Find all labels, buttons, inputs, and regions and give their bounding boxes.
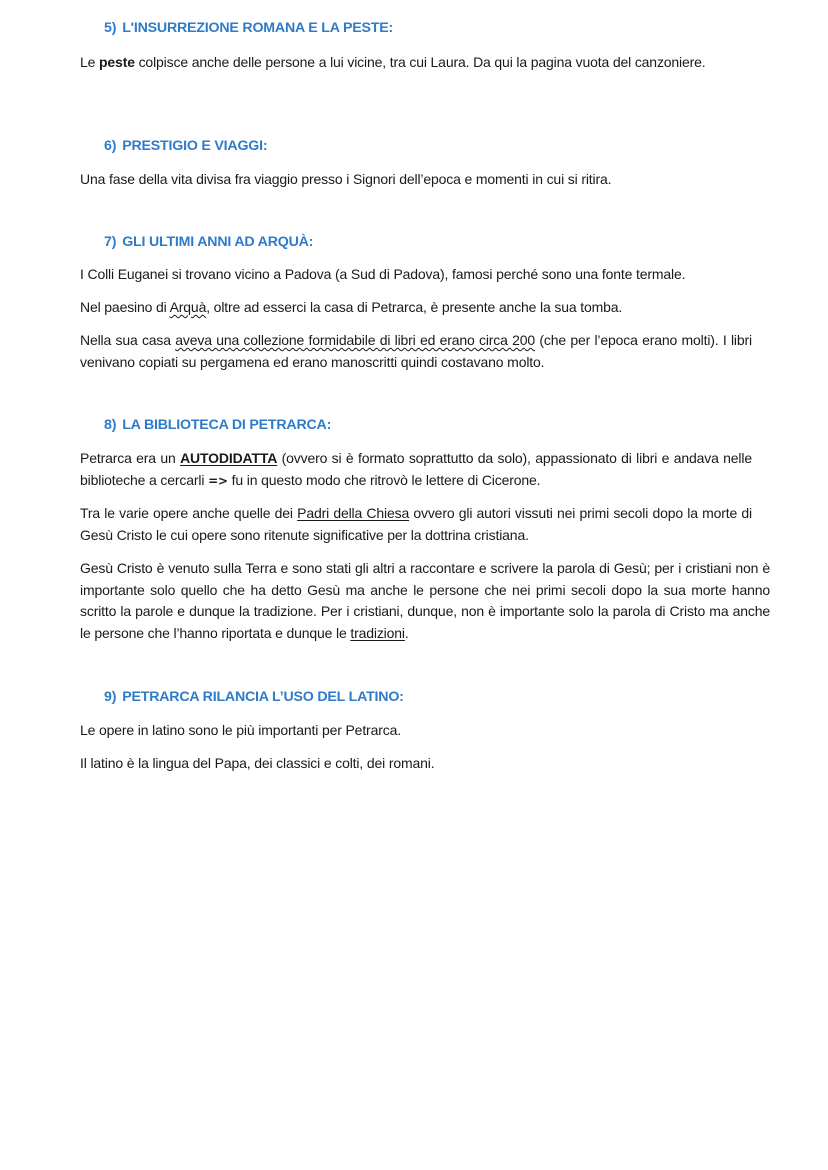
section-7-number: 7) — [104, 234, 117, 250]
section-7-paragraph-2 — [80, 297, 752, 319]
section-7-paragraph-3 — [80, 330, 752, 373]
section-6-heading — [104, 138, 267, 154]
section-7-title: GLI ULTIMI ANNI AD ARQUÀ: — [122, 234, 314, 250]
section-8-paragraph-1 — [80, 448, 752, 492]
text-run: Nella sua casa — [80, 332, 176, 348]
bold-term-peste: peste — [99, 54, 135, 70]
section-8-heading — [104, 417, 331, 433]
section-7-heading — [104, 234, 313, 250]
section-5-paragraph-1 — [80, 52, 752, 74]
text-run: Petrarca era un — [80, 450, 181, 466]
grammar-flagged-phrase: aveva una collezione formidabile di libri ed erano circa 200 — [175, 332, 536, 348]
text-run: Gesù Cristo è venuto sulla Terra e sono stati gli altri a raccontare e scrivere la parola di Gesù; per i cristiani non è importante solo quello che ha detto Gesù ma anche le persone che nei primi secoli dopo la sua morte hanno scritto la parole e dunque la tradizione. Per i cristiani, dunque, non è importante solo la parola di Cristo ma anche le persone che l’hanno riportata e dunque le — [80, 560, 770, 641]
bold-term-autodidatta: AUTODIDATTA — [180, 450, 278, 466]
section-9-number: 9) — [104, 689, 117, 705]
section-9-heading — [104, 689, 404, 705]
text-run: Le — [80, 54, 100, 70]
section-7-paragraph-1: I Colli Euganei si trovano vicino a Padova (a Sud di Padova), famosi perché sono una fonte termale. — [80, 266, 686, 282]
section-9-paragraph-2: Il latino è la lingua del Papa, dei classici e colti, dei romani. — [80, 755, 435, 771]
text-run: ovvero gli autori vissuti nei primi secoli dopo la morte di Gesù Cristo le cui opere sono ritenute significative per la dottrina cristiana. — [80, 505, 752, 543]
section-6-paragraph-1: Una fase della vita divisa fra viaggio presso i Signori dell’epoca e momenti in cui si ritira. — [80, 171, 612, 187]
section-8-paragraph-3 — [80, 558, 770, 644]
text-run: , oltre ad esserci la casa di Petrarca, è presente anche la sua tomba. — [206, 299, 623, 315]
text-run: (ovvero si è formato soprattutto da solo), appassionato di libri e andava nelle biblioteche a cercarli — [80, 450, 752, 488]
text-run: Nel paesino di — [80, 299, 170, 315]
section-6-number: 6) — [104, 138, 117, 154]
text-run: Tra le varie opere anche quelle dei — [80, 505, 298, 521]
section-8-number: 8) — [104, 417, 117, 433]
section-5-number: 5) — [104, 20, 117, 36]
section-6-title: PRESTIGIO E VIAGGI: — [122, 138, 268, 154]
section-5-heading — [104, 20, 393, 36]
text-run: colpisce anche delle persone a lui vicine, tra cui Laura. Da qui la pagina vuota del canzoniere. — [134, 54, 706, 70]
underlined-term-tradizioni: tradizioni — [350, 624, 405, 641]
section-5-title: L'INSURREZIONE ROMANA E LA PESTE: — [122, 20, 394, 36]
text-run: . — [404, 624, 409, 641]
spellcheck-word-arqua: Arquà — [169, 299, 207, 315]
section-9-paragraph-1: Le opere in latino sono le più importanti per Petrarca. — [80, 722, 401, 738]
section-8-paragraph-2 — [80, 503, 752, 546]
arrow-symbol: => — [208, 473, 228, 488]
section-9-title: PETRARCA RILANCIA L’USO DEL LATINO: — [122, 689, 404, 705]
section-8-title: LA BIBLIOTECA DI PETRARCA: — [122, 417, 332, 433]
underlined-term-padri-della-chiesa: Padri della Chiesa — [297, 505, 410, 521]
text-run: (che per l’epoca erano molti). I libri venivano copiati su pergamena ed erano manoscritti quindi costavano molto. — [80, 332, 752, 370]
text-run: fu in questo modo che ritrovò le lettere di Cicerone. — [227, 471, 541, 488]
